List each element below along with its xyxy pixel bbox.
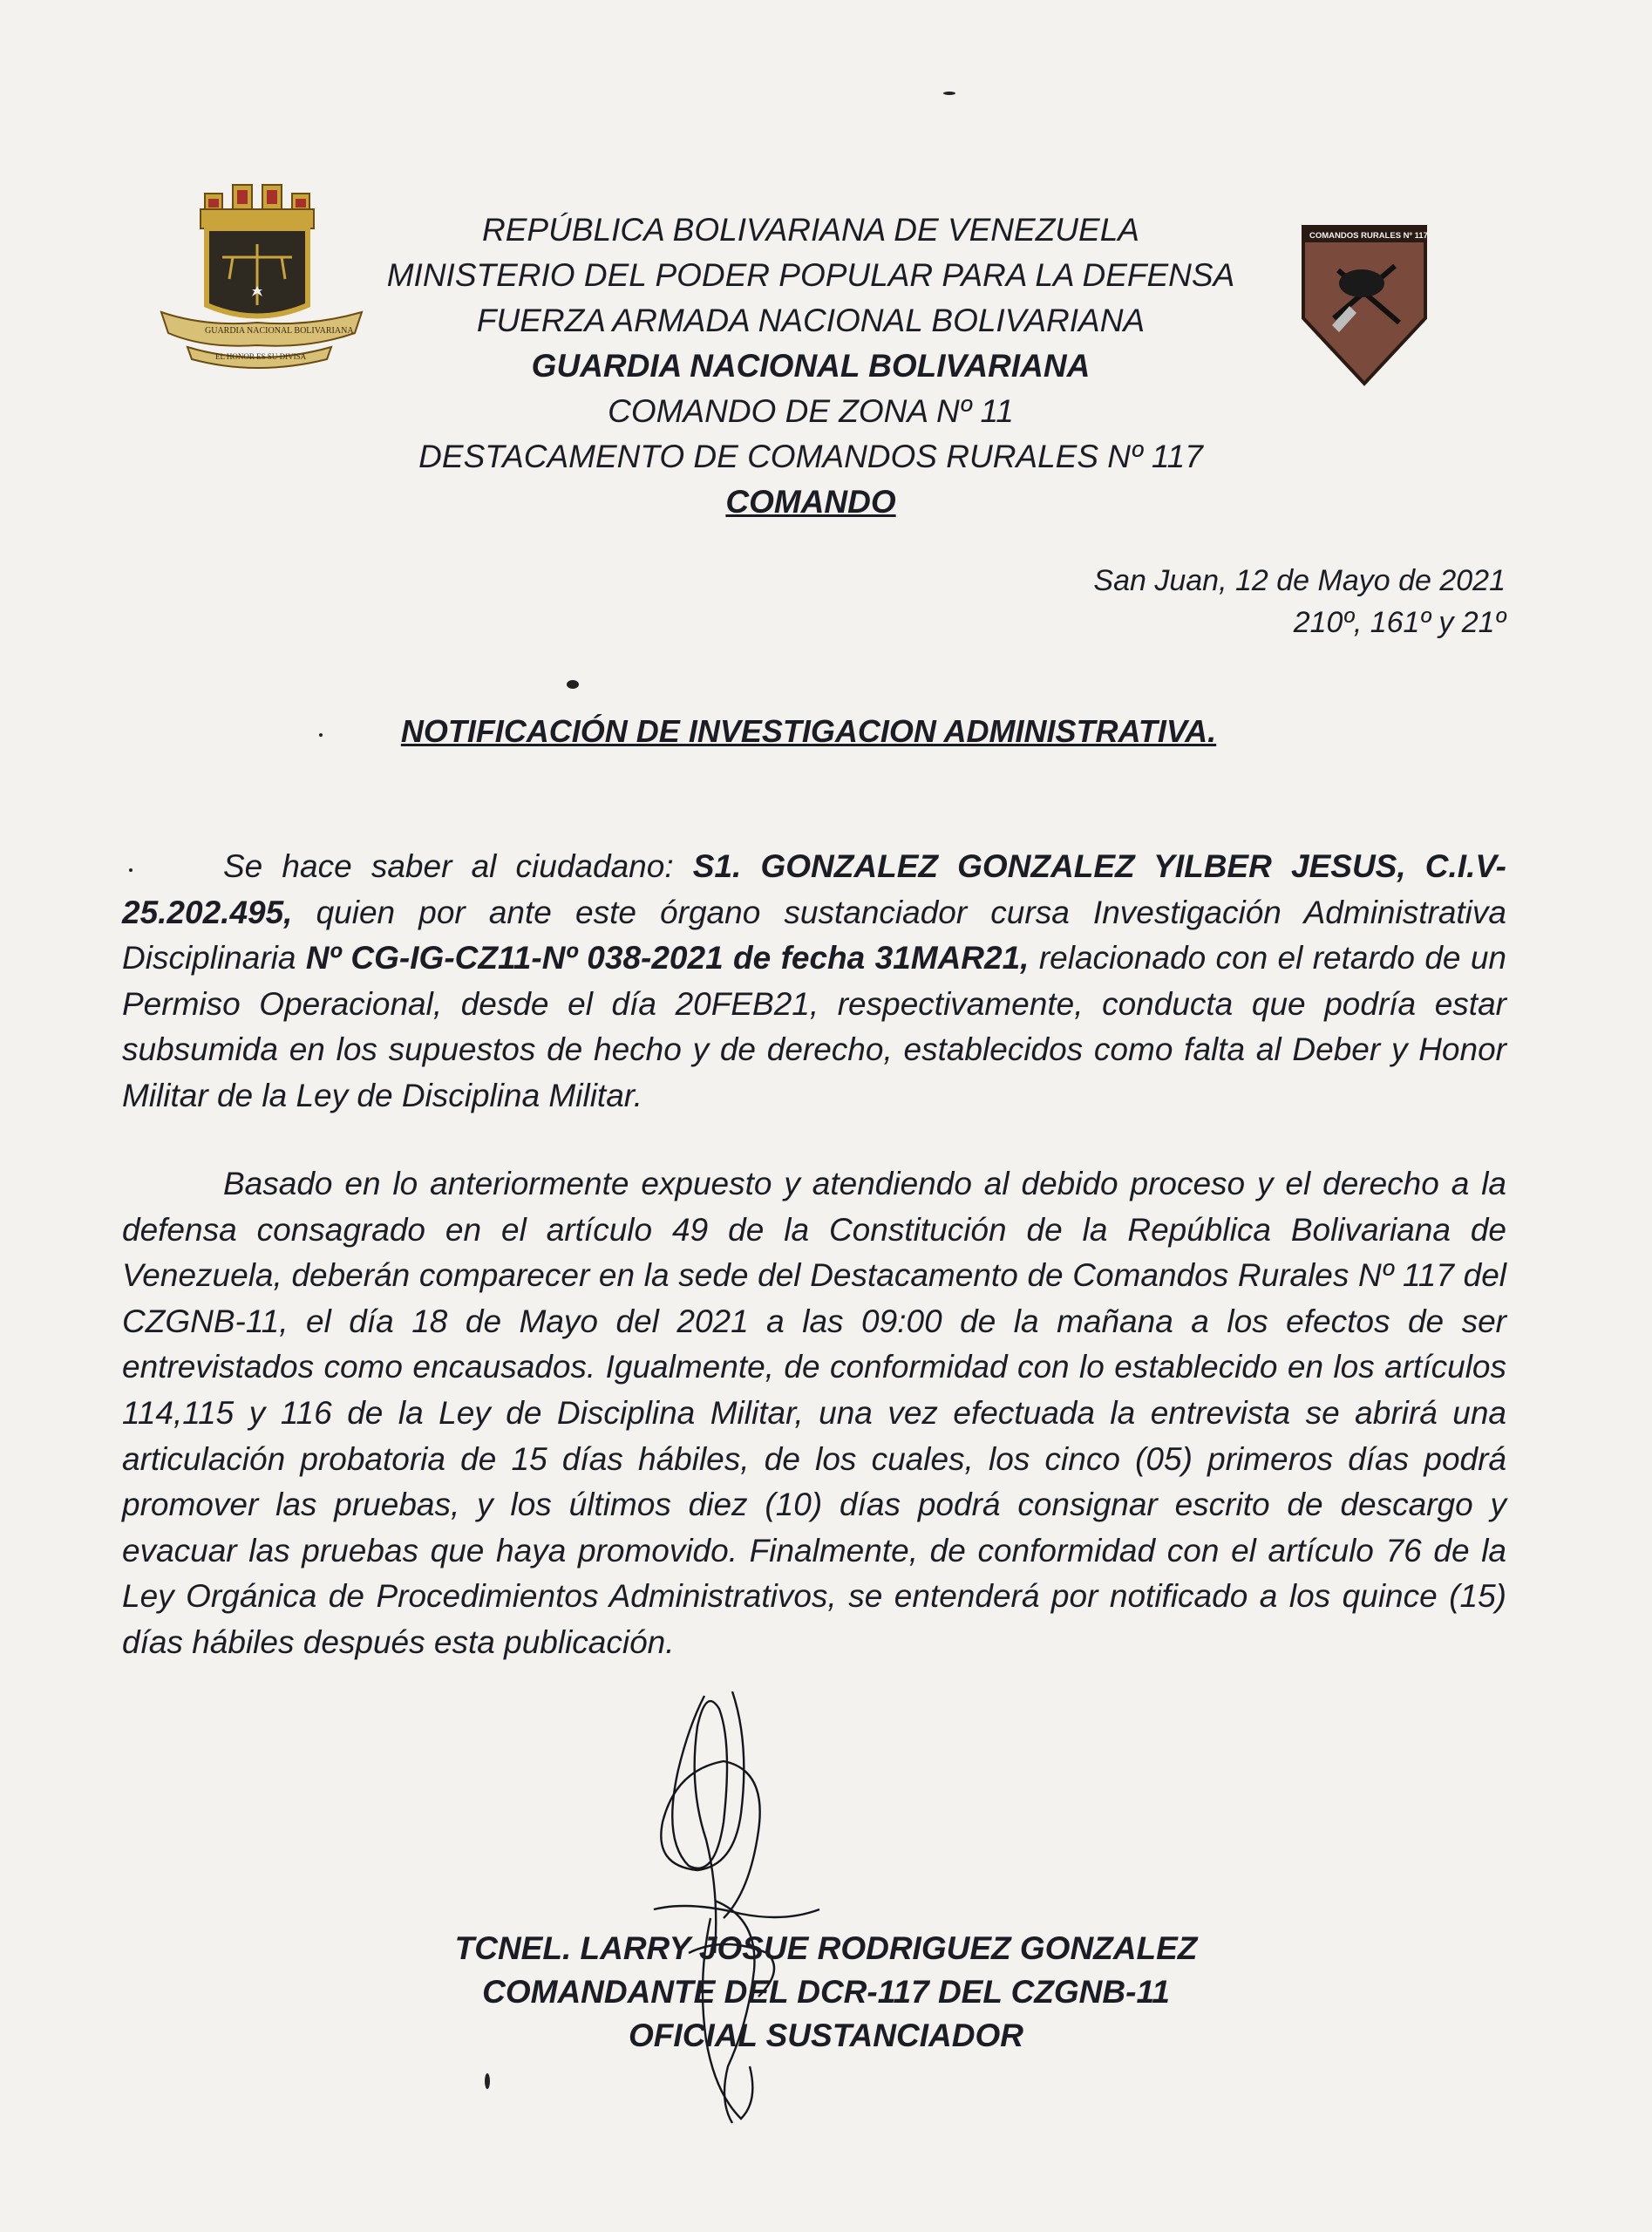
place-and-date: San Juan, 12 de Mayo de 2021 <box>1093 564 1506 597</box>
header-line-armed-forces: FUERZA ARMADA NACIONAL BOLIVARIANA <box>476 303 1146 338</box>
paragraph-notification <box>122 844 1506 1119</box>
paragraph-summons <box>122 1161 1506 1666</box>
patch-banner-label: COMANDOS RURALES Nº 117 <box>1309 231 1428 241</box>
p1-case-number: Nº CG-IG-CZ11-Nº 038-2021 de fecha 31MAR21, <box>305 940 1030 976</box>
document-title-text: NOTIFICACIÓN DE INVESTIGACION ADMINISTRATIVA. <box>400 713 1217 749</box>
rural-commandos-patch-icon <box>1299 222 1430 388</box>
signatory-name: TCNEL. LARRY JOSUE RODRIGUEZ GONZALEZ <box>454 1930 1198 1966</box>
p2-text: Basado en lo anteriormente expuesto y atendiendo al debido proceso y el derecho a la defensa consagrado en el artículo 49 de la Constitución de la República Bolivariana de Venezuela, deberán comparecer en la sede del Destacamento de Comandos Rurales Nº 117 del CZGNB-11, el día 18 de Mayo del 2021 a las 09:00 de la mañana a los efectos de ser entrevistados como encausados. Igualmente, de conformidad con lo establecido en los artículos 114,115 y 116 de la Ley de Disciplina Militar, una vez efectuada la entrevista se abrirá una articulación probatoria de 15 días hábiles, de los cuales, los cinco (05) primeros días podrá promover las pruebas, y los últimos diez (10) días podrá consignar escrito de descargo y evacuar las pruebas que haya promovido. Finalmente, de conformidad con el artículo 76 de la Ley Orgánica de Procedimientos Administrativos, se entenderá por notificado a los quince (15) días hábiles después esta publicación. <box>122 1166 1506 1660</box>
scan-speck <box>319 733 323 737</box>
header-line-republic: REPÚBLICA BOLIVARIANA DE VENEZUELA <box>482 212 1139 248</box>
scan-speck <box>567 680 579 689</box>
header-line-ministry: MINISTERIO DEL PODER POPULAR PARA LA DEFENSA <box>386 257 1235 293</box>
header-line-command: COMANDO <box>725 484 896 520</box>
signatory-role: OFICIAL SUSTANCIADOR <box>629 2018 1023 2053</box>
commemorative-years: 210º, 161º y 21º <box>1293 606 1506 639</box>
date-block <box>1093 560 1506 643</box>
scan-speck <box>129 868 133 872</box>
p1-text-conduct: relacionado con el retardo de un Permiso Operacional, desde el día 20FEB21, respectivamente, conducta que podría estar subsumida en los supuestos de hecho y de derecho, establecidos como falta al Deber y Honor Militar de la Ley de Disciplina Militar. <box>122 940 1507 1113</box>
header-line-national-guard: GUARDIA NACIONAL BOLIVARIANA <box>531 348 1091 384</box>
signatory-position: COMANDANTE DEL DCR-117 DEL CZGNB-11 <box>482 1974 1170 2010</box>
p1-text-intro: Se hace saber al ciudadano: <box>223 848 693 884</box>
signature-block <box>331 1927 1321 2058</box>
header-line-detachment: DESTACAMENTO DE COMANDOS RURALES Nº 117 <box>418 439 1203 474</box>
crest-motto-bottom: EL HONOR ES SU DIVISA <box>215 352 307 361</box>
letterhead <box>314 208 1308 525</box>
p1-citizen-name: S1. GONZALEZ GONZALEZ YILBER JESUS, C.I.V-25.202.495, <box>122 848 1506 930</box>
header-line-zone-command: COMANDO DE ZONA Nº 11 <box>608 393 1014 429</box>
scan-speck <box>485 2073 490 2089</box>
document-title <box>0 713 1652 750</box>
crest-motto-top: GUARDIA NACIONAL BOLIVARIANA <box>205 326 354 336</box>
handwritten-signature <box>636 1691 828 2127</box>
scan-speck <box>943 92 955 95</box>
p1-text-investigation: quien por ante este órgano sustanciador cursa Investigación Administrativa Disciplinaria <box>122 894 1506 976</box>
